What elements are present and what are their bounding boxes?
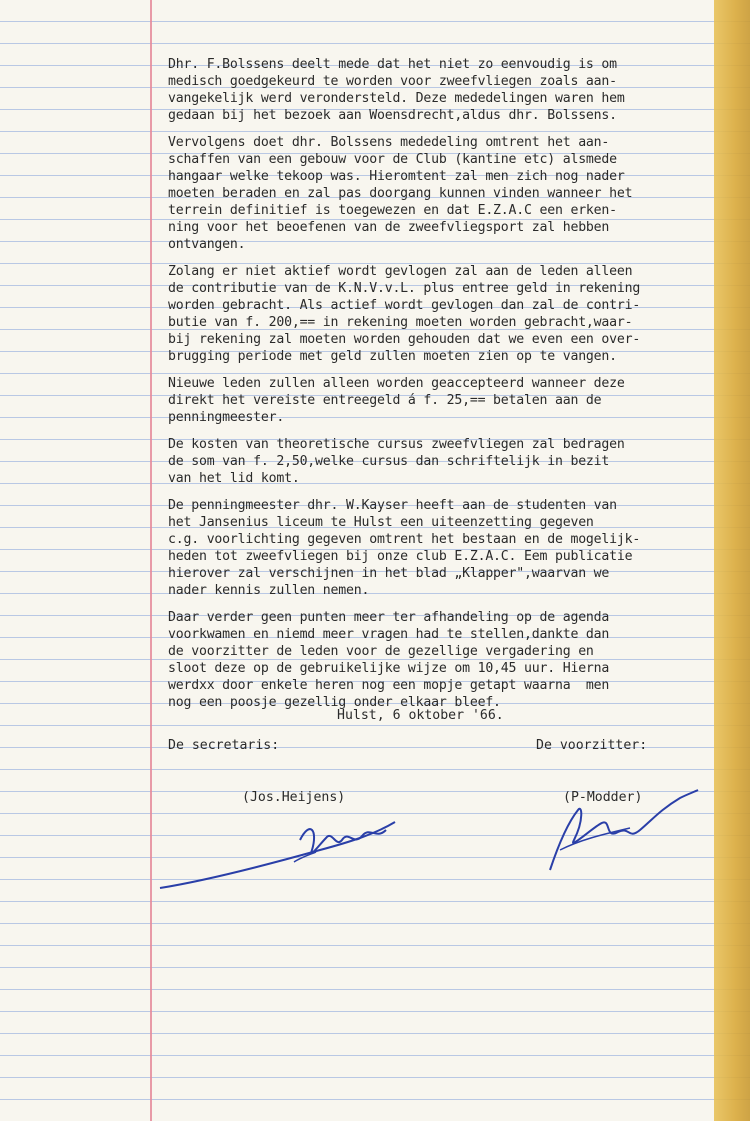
paragraph-contribution: Zolang er niet aktief wordt gevlogen zal aan de leden alleen de contributie van de K.N.V.v.L. plus entree geld in rekening worden gebracht. Als actief wordt gevlogen dan zal de contri- butie van f. 200,== in rekening moeten worden gebracht,waar- bij rekening zal moeten worden gehouden dat we even een over- brugging periode met geld zullen moeten zien op te vangen. bbox=[168, 264, 641, 364]
secretary-label: De secretaris: bbox=[168, 738, 280, 753]
paragraph-building: Vervolgens doet dhr. Bolssens mededeling omtrent het aan- schaffen van een gebouw voor de Club (kantine etc) alsmede hangaar welke tekoop was. Hieromtent zal men zich nog nader moeten beraden en zal pas doorgang kunnen vinden wanneer het terrein definitief is toegewezen en dat E.Z.A.C een erken- ning voor het beoefenen van de zweefvliegsport zal hebben ontvangen. bbox=[168, 135, 633, 252]
chairman-name: (P-Modder) bbox=[563, 790, 643, 805]
paragraph-course-costs: De kosten van theoretische cursus zweefvliegen zal bedragen de som van f. 2,50,welke cursus dan schriftelijk in bezit van het lid komt. bbox=[168, 437, 625, 486]
paragraph-medical: Dhr. F.Bolssens deelt mede dat het niet zo eenvoudig is om medisch goedgekeurd te worden voor zweefvliegen zoals aan- vangekelijk werd verondersteld. Deze mededelingen waren hem gedaan bij het bezoek aan Woensdrecht,aldus dhr. Bolssens. bbox=[168, 57, 625, 123]
chairman-label: De voorzitter: bbox=[536, 738, 648, 753]
paragraph-closing: Daar verder geen punten meer ter afhandeling op de agenda voorkwamen en niemd meer vragen had te stellen,dankte dan de voorzitter de leden voor de gezellige vergadering en sloot deze op de gebruikelijke wijze om 10,45 uur. Hierna werdxx door enkele heren nog een mopje getapt waarna men nog een poosje gezellig onder elkaar bleef. bbox=[168, 610, 610, 710]
paragraph-new-members: Nieuwe leden zullen alleen worden geaccepteerd wanneer deze direkt het vereiste entreegeld á f. 25,== betalen aan de penningmeester. bbox=[168, 376, 625, 425]
margin-line bbox=[150, 0, 152, 1121]
paragraph-treasurer: De penningmeester dhr. W.Kayser heeft aan de studenten van het Jansenius liceum te Hulst een uiteenzetting gegeven c.g. voorlichting gegeven omtrent het bestaan en de mogelijk- heden tot zweefvliegen bij onze club E.Z.A.C. Eem publicatie hierover zal verschijnen in het blad „Klapper",waarvan we nader kennis zullen nemen. bbox=[168, 498, 641, 598]
secretary-name: (Jos.Heijens) bbox=[242, 790, 346, 805]
secretary-signature bbox=[150, 800, 410, 900]
place-date: Hulst, 6 oktober '66. bbox=[337, 708, 504, 723]
chairman-signature bbox=[530, 780, 700, 880]
minutes-text bbox=[168, 56, 733, 721]
